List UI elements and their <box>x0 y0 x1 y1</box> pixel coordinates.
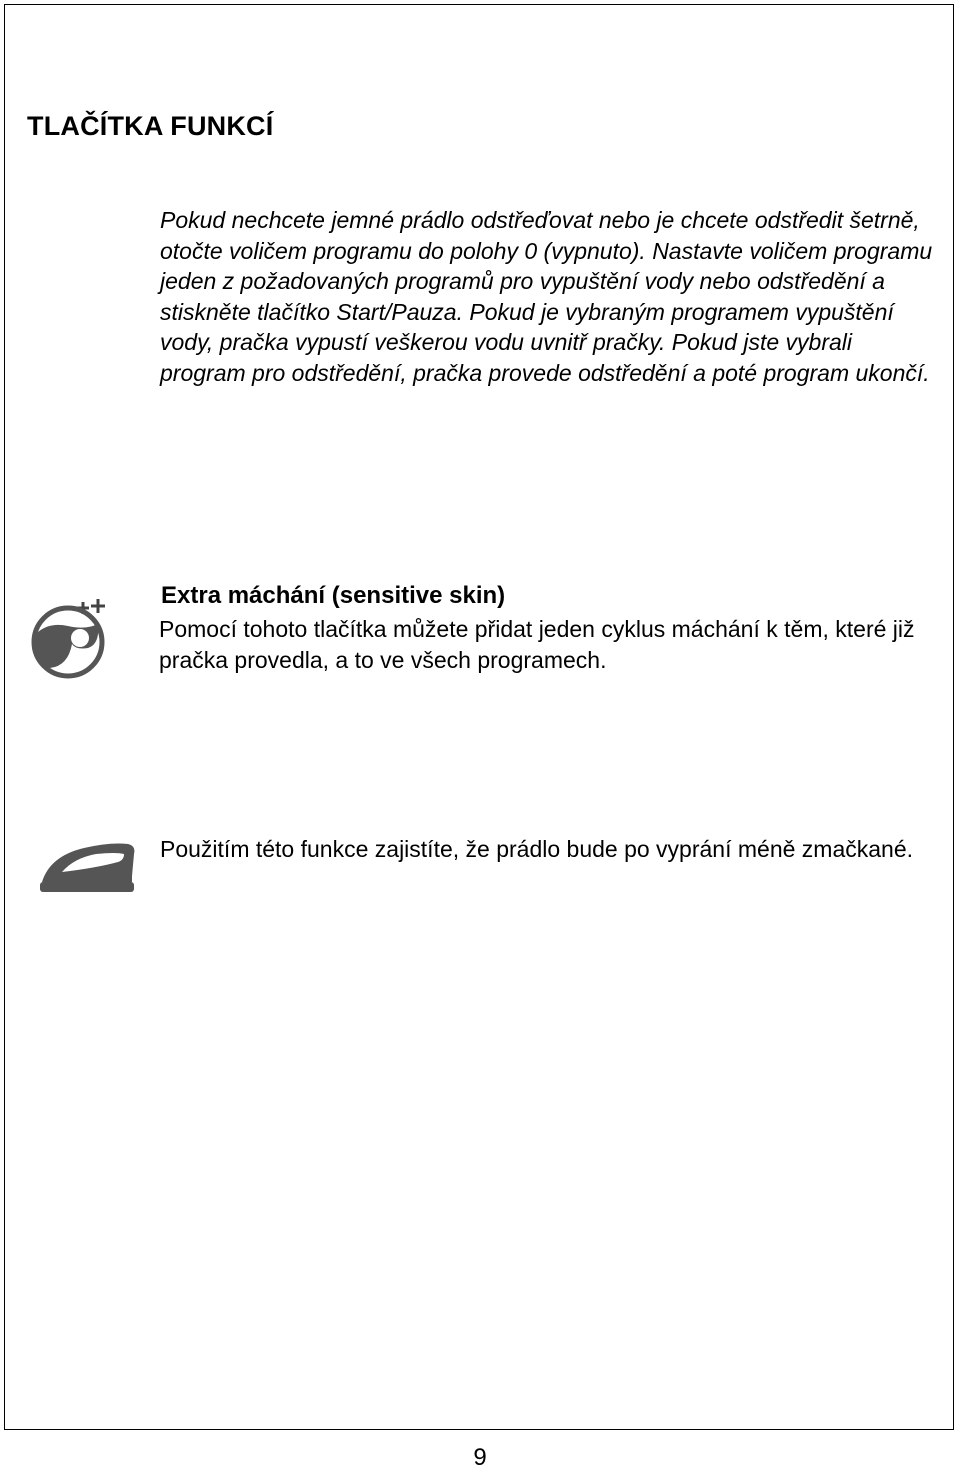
easy-iron-description: Použitím této funkce zajistíte, že prádlo bude po vyprání méně zmačkané. <box>160 836 914 862</box>
iron-icon <box>40 838 136 894</box>
extra-rinse-icon <box>28 592 114 682</box>
extra-rinse-description: Pomocí tohoto tlačítka můžete přidat jeden cyklus máchání k těm, které již pračka provedla, a to ve všech programech. <box>159 616 915 673</box>
spin-description <box>160 205 940 388</box>
page-number: 9 <box>473 1444 487 1471</box>
spin-text-part1: Pokud nechcete jemné prádlo odstřeďovat nebo je chcete odstředit šetrně, otočte voličem programu do polohy 0 (vypnuto). Nastavte voličem programu jeden z požadovaných programů pro vypuštění vody nebo odstředění a stiskněte tlačítko Start/Pauza. <box>160 207 933 325</box>
page-title: TLAČÍTKA FUNKCÍ <box>27 111 274 141</box>
extra-rinse-title: Extra máchání (sensitive skin) <box>161 582 506 609</box>
spin-text-part2: Pokud je vybraným programem vypuštění vody, pračka vypustí veškerou vodu uvnitř pračky. Pokud jste vybrali program pro odstředění, pračka provede odstředění a poté program ukončí. <box>160 298 930 386</box>
